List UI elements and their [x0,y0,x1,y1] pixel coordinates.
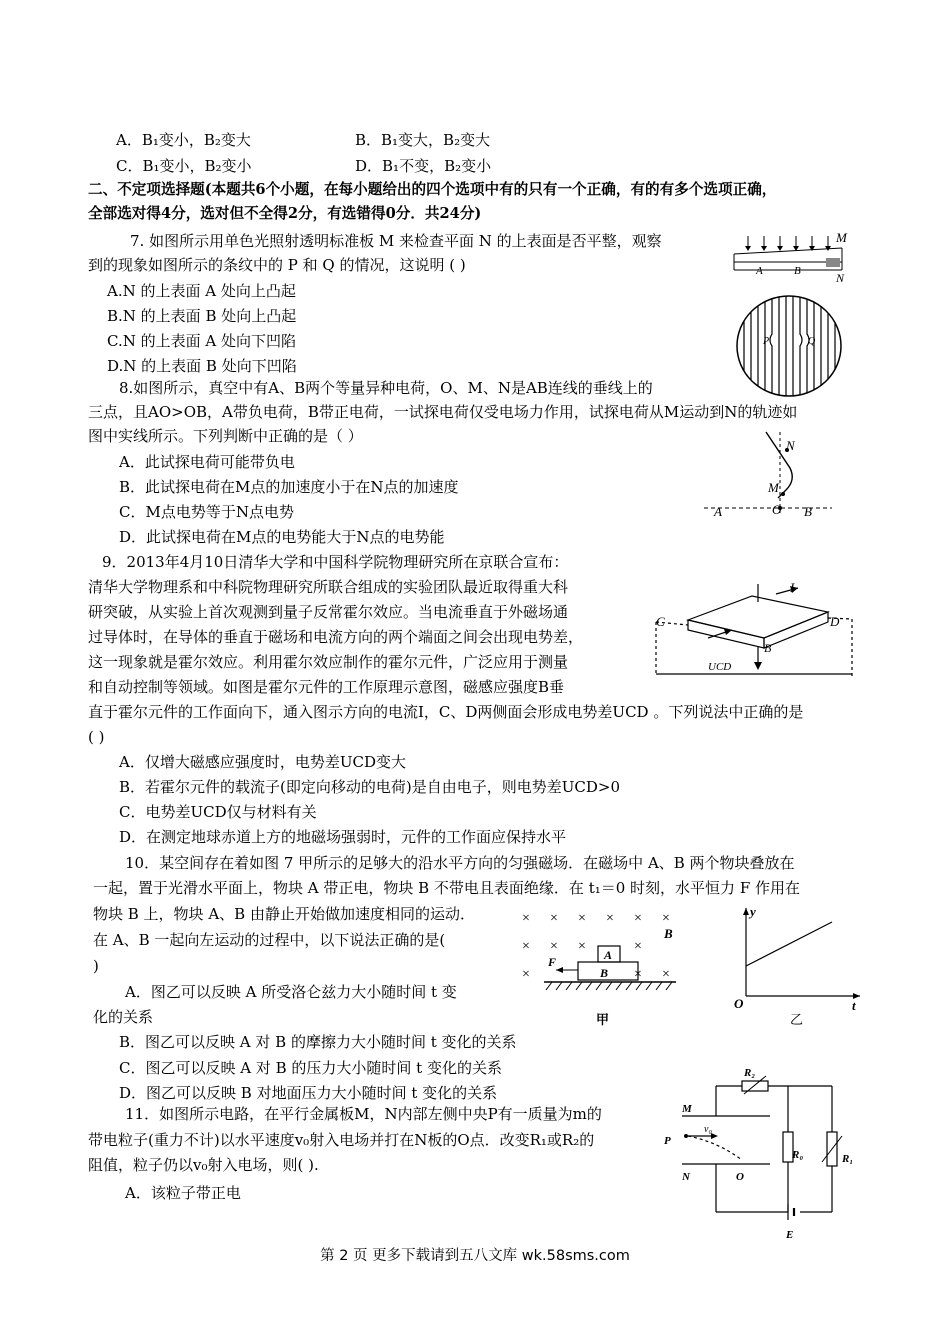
q11-label-p: P [664,1135,671,1147]
q8-option-a: A．此试探电荷可能带负电 [119,453,295,471]
q8-option-c: C．M点电势等于N点电势 [119,503,294,521]
q8-stem-line2: 三点，且AO>OB，A带负电荷，B带正电荷，一试探电荷仅受电场力作用，试探电荷从M运动到N的轨迹如 [88,403,798,421]
q10-stem-line3: 物块 B 上，物块 A、B 由静止开始做加速度相同的运动． [93,905,475,923]
q9-stem-line3: 研突破，从实验上首次观测到量子反常霍尔效应。当电流垂直于外磁场通 [88,603,569,621]
q8-stem-line1: 8.如图所示，真空中有A、B两个等量异种电荷，O、M、N是AB连线的垂线上的 [119,379,653,397]
q6-option-c: C．B₁变小，B₂变小 [116,157,252,175]
q8-option-d: D．此试探电荷在M点的电势能大于N点的电势能 [119,528,445,546]
q9-stem-line7: 直于霍尔元件的工作面向下，通入图示方向的电流I，C、D两侧面会形成电势差UCD 。下列说法中正确的是 [88,703,804,721]
q6-option-d: D．B₁不变，B₂变小 [355,157,492,175]
q7-label-b: B [794,265,801,277]
q7-option-c: C.N 的上表面 A 处向下凹陷 [107,332,296,350]
q10-option-a-line2: 化的关系 [93,1008,154,1026]
q10-stem-line5: ) [93,957,99,975]
q10-label-block-b: B [600,966,609,980]
svg-text:×: × [522,911,530,926]
svg-text:×: × [550,939,558,954]
q11-circuit-figure [660,1062,870,1244]
svg-text:×: × [522,939,530,954]
q9-stem-line1: 9．2013年4月10日清华大学和中国科学院物理研究所在京联合宣布： [102,553,569,571]
q11-label-r2: R₂ [744,1067,756,1079]
page-footer: 第 2 页 更多下载请到五八文库 wk.58sms.com [320,1248,630,1264]
section-heading-line1: 二、不定项选择题(本题共6个小题，在每小题给出的四个选项中有的只有一个正确，有的有多个选项正确， [88,181,777,198]
q11-stem-line2: 带电粒子(重力不计)以水平速度v₀射入电场并打在N板的O点．改变R₁或R₂的 [88,1131,595,1149]
q10-graph-label-t: t [852,998,856,1013]
q9-label-d: D [830,614,840,629]
q9-stem-line2: 清华大学物理系和中科院物理研究所联合组成的实验团队最近取得重大科 [88,578,569,596]
svg-text:×: × [634,939,642,954]
q9-label-i: I [790,580,795,595]
svg-text:×: × [662,911,670,926]
q11-label-o: O [736,1171,744,1183]
svg-text:×: × [662,967,670,982]
q10-label-field-b: B [664,926,673,941]
q8-label-o: O [772,502,782,517]
q9-hall-element-figure [648,578,858,684]
q7-option-b: B.N 的上表面 B 处向上凸起 [107,307,297,325]
q7-label-p: P [763,336,770,347]
q9-stem-line4: 过导体时，在导体的垂直于磁场和电流方向的两个端面之间会出现电势差， [88,628,584,646]
q8-stem-line3: 图中实线所示。下列判断中正确的是（ ） [88,427,363,445]
svg-text:×: × [522,967,530,982]
q10-stem-line2: 一起，置于光滑水平面上，物块 A 带正电，物块 B 不带电且表面绝缘．在 t₁＝0 时刻，水平恒力 F 作用在 [93,879,800,897]
q7-stem-line2: 到的现象如图所示的条纹中的 P 和 Q 的情况，这说明 ( ) [88,256,466,274]
q7-label-m: M [836,230,847,245]
q8-label-n: N [786,438,795,453]
svg-text:×: × [634,967,642,982]
q9-option-b: B．若霍尔元件的载流子(即定向移动的电荷)是自由电子，则电势差UCD>0 [119,778,620,796]
q10-graph-label-y: y [750,904,756,919]
q10-label-yi: 乙 [790,1012,804,1027]
q11-label-e: E [786,1229,794,1241]
q8-option-b: B．此试探电荷在M点的加速度小于在N点的加速度 [119,478,459,496]
svg-text:×: × [606,911,614,926]
q6-option-b: B．B₁变大，B₂变大 [355,131,491,149]
q9-option-d: D．在测定地球赤道上方的地磁场强弱时，元件的工作面应保持水平 [119,828,567,846]
q8-label-a: A [714,504,722,519]
q8-label-b: B [804,504,812,519]
q10-label-jia: 甲 [596,1012,610,1027]
q10-option-d: D．图乙可以反映 B 对地面压力大小随时间 t 变化的关系 [119,1084,498,1102]
q8-label-m: M [768,480,779,495]
q7-stem-line1: 7. 如图所示用单色光照射透明标准板 M 来检查平面 N 的上表面是否平整，观察 [130,232,662,250]
q11-label-v0: v₀ [704,1124,712,1135]
q11-option-a: A．该粒子带正电 [125,1184,241,1202]
q9-option-a: A．仅增大磁感应强度时，电势差UCD变大 [119,753,406,771]
q10-stem-line1: 10．某空间存在着如图 7 甲所示的足够大的沿水平方向的匀强磁场．在磁场中 A、B 两个物块叠放在 [125,854,795,872]
q7-plate-figure [728,228,853,286]
q7-fringe-figure [734,294,846,400]
q10-magnetic-field-figure [516,904,692,1028]
q11-label-r0: R₀ [792,1149,804,1161]
q10-graph-label-o: O [734,996,744,1011]
q9-stem-line5: 这一现象就是霍尔效应。利用霍尔效应制作的霍尔元件，广泛应用于测量 [88,653,569,671]
q6-option-a: A．B₁变小，B₂变大 [116,131,251,149]
q10-label-block-a: A [604,948,613,962]
q9-label-b: B [764,641,772,655]
q10-option-b: B．图乙可以反映 A 对 B 的摩擦力大小随时间 t 变化的关系 [119,1033,517,1051]
q7-label-q: Q [808,336,816,347]
q11-label-n: N [682,1171,690,1183]
q8-charge-figure [700,428,840,520]
svg-text:×: × [578,939,586,954]
q11-label-m: M [682,1103,692,1115]
q7-option-a: A.N 的上表面 A 处向上凸起 [107,282,296,300]
q11-stem-line1: 11．如图所示电路，在平行金属板M，N内部左侧中央P有一质量为m的 [125,1105,602,1123]
svg-text:×: × [634,911,642,926]
q10-option-a-line1: A．图乙可以反映 A 所受洛仑兹力大小随时间 t 变 [125,983,457,1001]
q9-label-ucd: UCD [708,661,732,673]
svg-text:×: × [578,911,586,926]
q10-graph-figure [728,900,868,1028]
q7-option-d: D.N 的上表面 B 处向下凹陷 [107,357,297,375]
q10-label-force-f: F [548,955,557,969]
section-heading-line2: 全部选对得4分，选对但不全得2分，有选错得0分．共24分) [88,205,482,222]
q11-label-r1: R₁ [842,1153,854,1165]
q9-label-c: C [656,614,665,629]
q11-stem-line3: 阻值，粒子仍以v₀射入电场，则( ). [88,1156,319,1174]
q7-label-a: A [756,265,763,277]
svg-text:×: × [550,911,558,926]
q10-option-c: C．图乙可以反映 A 对 B 的压力大小随时间 t 变化的关系 [119,1059,502,1077]
q9-option-c: C．电势差UCD仅与材料有关 [119,803,317,821]
q10-stem-line4: 在 A、B 一起向左运动的过程中，以下说法正确的是( [93,931,446,949]
q9-stem-line6: 和自动控制等领域。如图是霍尔元件的工作原理示意图，磁感应强度B垂 [88,678,565,696]
q9-stem-line8: ( ) [88,728,105,746]
q7-label-n: N [836,271,845,285]
